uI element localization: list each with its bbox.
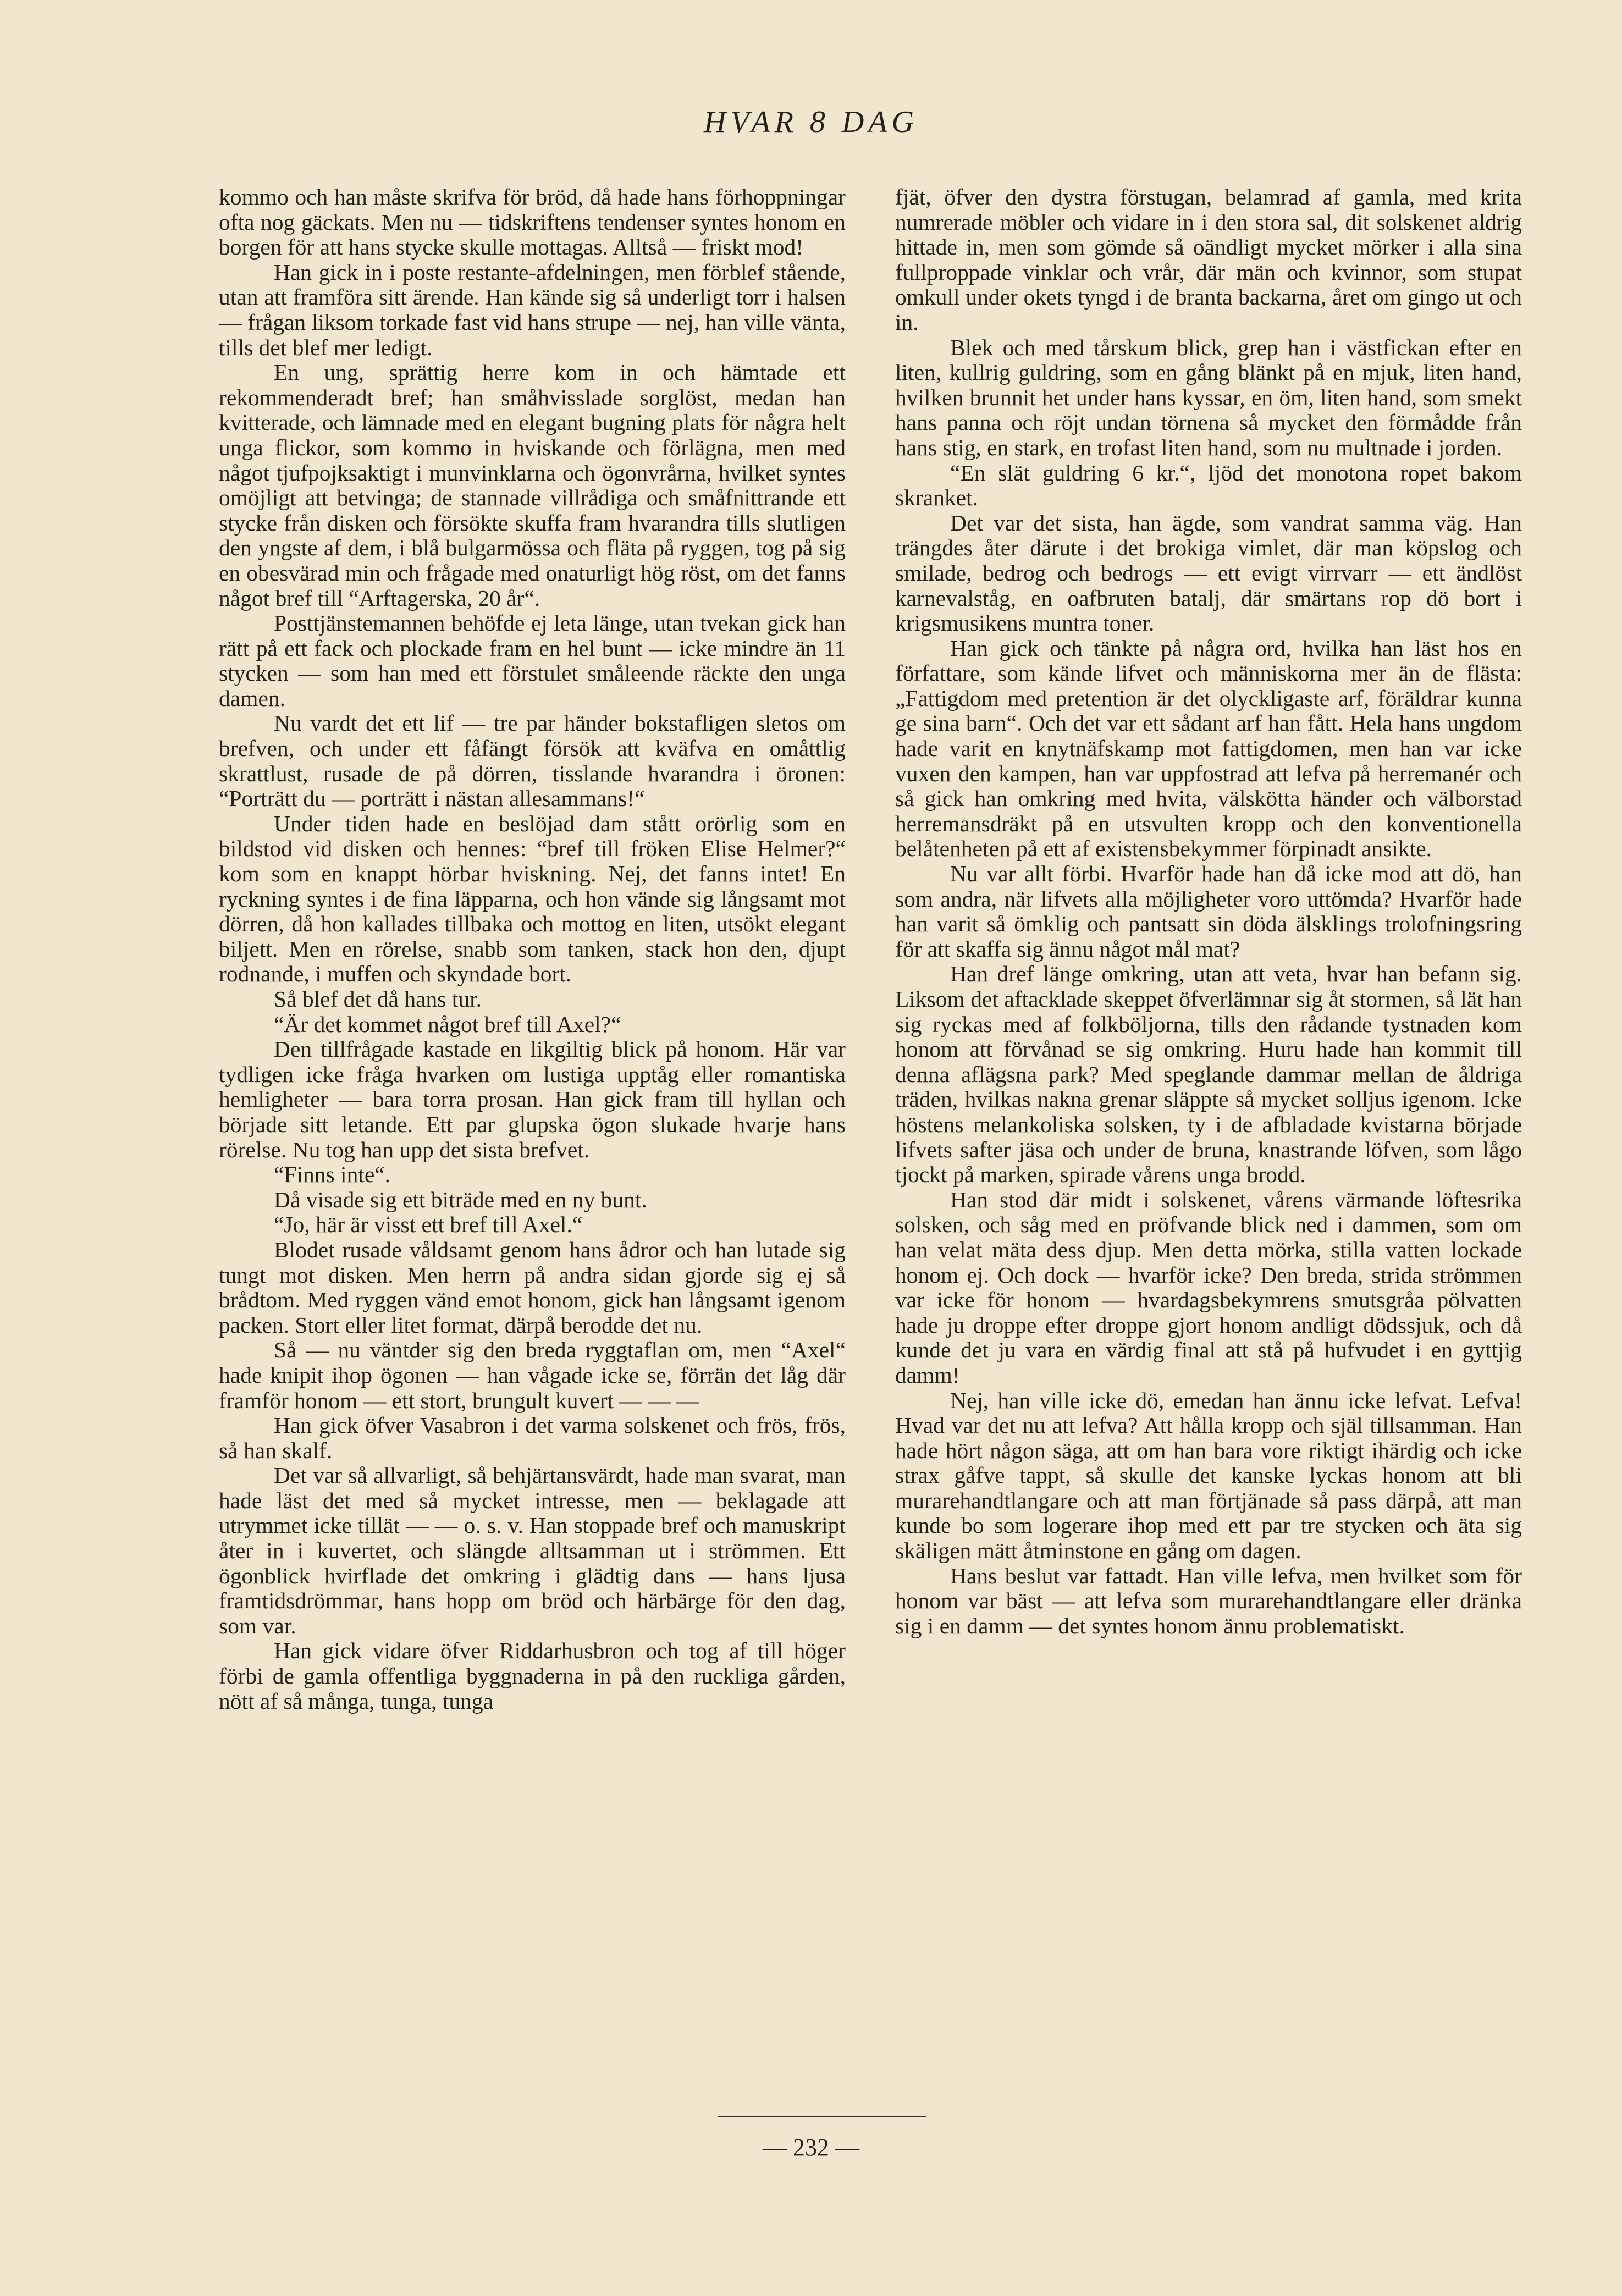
paragraph: Han gick och tänkte på några ord, hvilka han läst hos en författare, som kände lifvet och människorna mer än de flästa: „Fattigdom med pretention är det olyckligaste arf, föräldrar kunna ge sina barn“. Och det var ett sådant arf han fått. Hela hans ungdom hade varit en knytnäfskamp mot fattigdomen, men han var icke vuxen den kampen, han var uppfostrad att lefva på herremanér och så gick han omkring med hvita, välskötta händer och välborstad herremansdräkt på en utsvulten kropp och den konventionella belåtenheten på ett af existensbekymmer förpinadt ansikte. [895, 635, 1522, 862]
paragraph: Så blef det då hans tur. [274, 986, 482, 1012]
page-header-title: HVAR 8 DAG [704, 105, 918, 139]
paragraph: Han gick in i poste restante-afdelningen, men förblef stående, utan att framföra sitt ärende. Han kände sig så underligt torr i halsen — frågan liksom torkade fast vid hans strupe — nej, han ville vänta, tills det blef mer ledigt. [219, 259, 846, 360]
paragraph: Då visade sig ett biträde med en ny bunt. [274, 1186, 647, 1212]
paragraph: Nu var allt förbi. Hvarför hade han då icke mod att dö, han som andra, när lifvets alla möjligheter voro uttömda? Hvarför hade han varit så ömklig och pantsatt sin döda älsklings trolofningsring för att skaffa sig ännu något mål mat? [895, 861, 1522, 962]
paragraph: kommo och han måste skrifva för bröd, då hade hans förhoppningar ofta nog gäckats. Men nu — tidskriftens tendenser syntes honom en borgen för att hans stycke skulle mottagas. Alltså — friskt mod! [219, 184, 846, 260]
paragraph: Han gick vidare öfver Riddarhusbron och tog af till höger förbi de gamla offentliga byggnaderna in på den ruckliga gården, nött af så många, tunga, tunga [219, 1638, 846, 1714]
text-column-left [219, 185, 846, 1714]
paragraph: “En slät guldring 6 kr.“, ljöd det monotona ropet bakom skranket. [895, 460, 1522, 511]
page-number: — 232 — [763, 2134, 859, 2161]
paragraph: “Jo, här är visst ett bref till Axel.“ [274, 1212, 583, 1238]
paragraph: fjät, öfver den dystra förstugan, belamrad af gamla, med krita numrerade möbler och vidare in i den stora sal, dit solskenet aldrig hittade in, men som gömde så oändligt mycket mörker i alla sina fullproppade vinklar och vrår, där män och kvinnor, som stupat omkull under okets tyngd i de branta backarna, året om gingo ut och in. [895, 184, 1522, 335]
paragraph: Det var så allvarligt, så behjärtansvärdt, hade man svarat, man hade läst det med så mycket intresse, men — beklagade att utrymmet icke tillät — — o. s. v. Han stoppade bref och manuskript åter in i kuvertet, och slängde alltsamman ut i strömmen. Ett ögonblick hvirflade det omkring i glädtig dans — hans ljusa framtidsdrömmar, hans hopp om bröd och härbärge för den dag, som var. [219, 1462, 846, 1638]
paragraph: Han gick öfver Vasabron i det varma solskenet och frös, frös, så han skalf. [219, 1412, 846, 1463]
paragraph: Blek och med tårskum blick, grep han i västfickan efter en liten, kullrig guldring, som en gång blänkt på en mjuk, liten hand, hvilken brunnit het under hans kyssar, en öm, liten hand, som smekt hans panna och röjt undan törnena så mycket den förmådde från hans stig, en stark, en trofast liten hand, som nu multnade i jorden. [895, 334, 1522, 460]
paragraph: Han dref länge omkring, utan att veta, hvar han befann sig. Liksom det aftacklade skeppet öfverlämnar sig åt stormen, så lät han sig ryckas med af folkböljorna, tills den rådande tystnaden kom honom att förvånad se sig omkring. Huru hade han kommit till denna aflägsna park? Med speglande dammar mellan de åldriga träden, hvilkas nakna grenar släppte så mycket solljus igenom. Icke höstens melankoliska solsken, ty i de afbladade kvistarna började lifvets safter jäsa och under de bruna, knastrande löfven, som lågo tjockt på marken, spirade vårens unga brodd. [895, 961, 1522, 1188]
paragraph: Nej, han ville icke dö, emedan han ännu icke lefvat. Lefva! Hvad var det nu att lefva? Att hålla kropp och själ tillsamman. Han hade hört någon säga, att om han bara vore riktigt ihärdig och icke strax gåfve tappt, så skulle det kanske lyckas honom att bli murarehandtlangare och att man förtjänade så pass därpå, att man kunde bo som logerare ihop med ett par tre stycken och äta sig skäligen mätt åtminstone en gång om dagen. [895, 1387, 1522, 1564]
paragraph: Den tillfrågade kastade en likgiltig blick på honom. Här var tydligen icke fråga hvarken om lustiga upptåg eller romantiska hemligheter — bara torra prosan. Han gick fram till hyllan och började sitt letande. Ett par glupska ögon slukade hvarje hans rörelse. Nu tog han upp det sista brefvet. [219, 1036, 846, 1162]
paragraph: Så — nu väntder sig den breda ryggtaflan om, men “Axel“ hade knipit ihop ögonen — han vågade icke se, förrän det låg där framför honom — ett stort, brungult kuvert — — — [219, 1337, 846, 1413]
text-column-right [895, 185, 1522, 1638]
paragraph: “Är det kommet något bref till Axel?“ [274, 1011, 621, 1037]
paragraph: En ung, sprättig herre kom in och hämtade ett rekommenderadt bref; han småhvisslade sorglöst, medan han kvitterade, och lämnade med en elegant bugning plats för några helt unga flickor, som kommo in hviskande och förlägna, men med något tjufpojksaktigt i munvinklarna och ögonvrårna, hvilket syntes omöjligt att betvinga; de stannade villrådiga och småfnittrande ett stycke från disken och försökte skuffa fram hvarandra tills slutligen den yngste af dem, i blå bulgarmössa och fläta på ryggen, tog på sig en obesvärad min och frågade med onaturligt hög röst, om det fanns något bref till “Arftagerska, 20 år“. [219, 360, 846, 611]
footer-divider [718, 2116, 926, 2117]
paragraph: Nu vardt det ett lif — tre par händer bokstafligen sletos om brefven, och under ett fåfängt försök att kväfva en omåttlig skrattlust, rusade de på dörren, tisslande hvarandra i öronen: “Porträtt du — porträtt i nästan allesammans!“ [219, 710, 846, 812]
paragraph: Det var det sista, han ägde, som vandrat samma väg. Han trängdes åter därute i det brokiga vimlet, där man köpslog och smilade, bedrog och bedrogs — ett evigt virrvarr — ett ändlöst karnevalståg, en oafbruten batalj, där smärtans rop dö bort i krigsmusikens muntra toner. [895, 510, 1522, 636]
paragraph: “Finns inte“. [274, 1162, 391, 1188]
paragraph: Posttjänstemannen behöfde ej leta länge, utan tvekan gick han rätt på ett fack och plockade fram en hel bunt — icke mindre än 11 stycken — som han med ett förstulet småleende räckte den unga damen. [219, 610, 846, 711]
paragraph: Hans beslut var fattadt. Han ville lefva, men hvilket som för honom var bäst — att lefva som murarehandtlangare eller dränka sig i en damm — det syntes honom ännu problematiskt. [895, 1563, 1522, 1638]
paragraph: Han stod där midt i solskenet, vårens värmande löftesrika solsken, och såg med en pröfvande blick ned i dammen, som om han velat mäta dess djup. Men detta mörka, stilla vatten lockade honom ej. Och dock — hvarför icke? Den breda, strida strömmen var icke för honom — hvardagsbekymrens smutsgråa pölvatten hade ju droppe efter droppe gjort honom andligt dödssjuk, och då kunde det ju vara en värdig final att stå på hufvudet i en gyttjig damm! [895, 1186, 1522, 1388]
paragraph: Under tiden hade en beslöjad dam stått orörlig som en bildstod vid disken och hennes: “bref till fröken Elise Helmer?“ kom som en knappt hörbar hviskning. Nej, det fanns intet! En ryckning syntes i de fina läpparna, och hon vände sig långsamt mot dörren, då hon kallades tillbaka och mottog en liten, utsökt elegant biljett. Men en rörelse, snabb som tanken, stack hon den, djupt rodnande, i muffen och skyndade bort. [219, 810, 846, 987]
paragraph: Blodet rusade våldsamt genom hans ådror och han lutade sig tungt mot disken. Men herrn på andra sidan gjorde sig ej så brådtom. Med ryggen vänd emot honom, gick han långsamt igenom packen. Stort eller litet format, därpå berodde det nu. [219, 1237, 846, 1338]
